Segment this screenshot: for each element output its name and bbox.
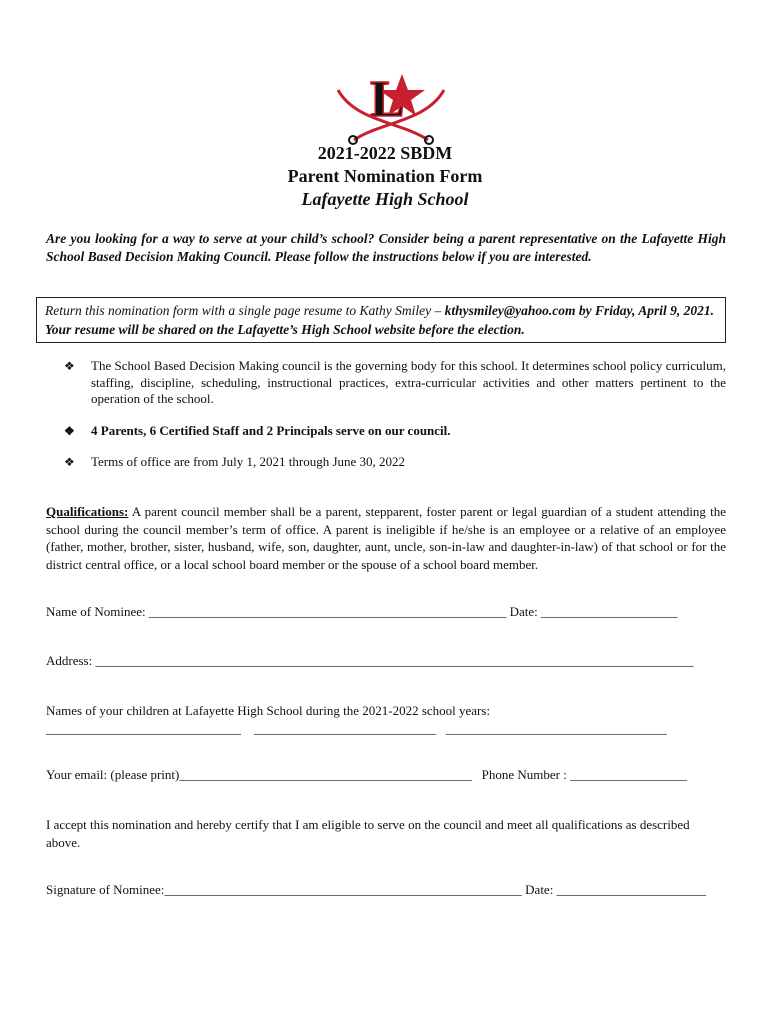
form-year-title: 2021-2022 SBDM xyxy=(317,143,453,163)
nominee-name-field[interactable]: Name of Nominee: _______________________________________________________ Date: _____________________ xyxy=(46,604,678,619)
address-field[interactable]: Address: ____________________________________________________________________________________________ xyxy=(46,653,694,668)
bullet-text: 4 Parents, 6 Certified Staff and 2 Principals serve on our council. xyxy=(91,422,451,438)
return-instructions-text: Return this nomination form with a single page resume to Kathy Smiley – xyxy=(45,303,445,318)
bullet-text: Terms of office are from July 1, 2021 through June 30, 2022 xyxy=(91,454,406,469)
diamond-bullet-icon: ❖ xyxy=(64,359,75,373)
return-instructions-deadline: kthysmiley@yahoo.com by Friday, April 9, 2021. Your resume will be shared on the Lafayette’s High School website before the election. xyxy=(45,303,714,337)
bullet-text: The School Based Decision Making council is the governing body for this school. It determines school policy curriculum, staffing, discipline, scheduling, instructional practices, extra-curricular activities and other matters pertinent to the operation of the school. xyxy=(91,358,726,406)
diamond-bullet-icon: ❖ xyxy=(64,423,75,438)
qualifications-paragraph xyxy=(46,503,726,573)
children-names-field[interactable]: ______________________________ ____________________________ __________________________________ xyxy=(46,721,667,736)
logo-letter: L xyxy=(370,71,405,128)
email-phone-field[interactable]: Your email: (please print)_____________________________________________ Phone Number : __________________ xyxy=(46,767,688,782)
children-label: Names of your children at Lafayette High School during the 2021-2022 school years: xyxy=(46,703,491,718)
form-title: Parent Nomination Form xyxy=(287,166,483,186)
diamond-bullet-icon: ❖ xyxy=(64,455,75,469)
qualifications-label: Qualifications: xyxy=(46,504,129,519)
school-logo xyxy=(332,60,450,148)
return-instructions-box xyxy=(36,297,726,343)
acceptance-statement: I accept this nomination and hereby certify that I am eligible to serve on the council and meet all qualifications as described above. xyxy=(46,817,690,850)
school-name: Lafayette High School xyxy=(301,189,469,209)
title-block xyxy=(0,142,770,211)
list-item xyxy=(64,423,726,440)
intro-paragraph: Are you looking for a way to serve at your child’s school? Consider being a parent representative on the Lafayette High School Based Decision Making Council. Please follow the instructions below if you are interested. xyxy=(46,231,726,264)
list-item xyxy=(64,358,726,408)
signature-field[interactable]: Signature of Nominee:_______________________________________________________ Date: _______________________ xyxy=(46,882,707,897)
council-info-list xyxy=(64,358,726,486)
list-item xyxy=(64,454,726,471)
qualifications-text: A parent council member shall be a parent, stepparent, foster parent or legal guardian of a student attending the school during the council member’s term of office. A parent is ineligible if he/she is an employee or a relative of an employee (father, mother, brother, sister, husband, wife, son, daughter, aunt, uncle, son-in-law and daughter-in-law) of that school or for the district central office, or a local school board member or the spouse of a school board member. xyxy=(46,504,726,572)
